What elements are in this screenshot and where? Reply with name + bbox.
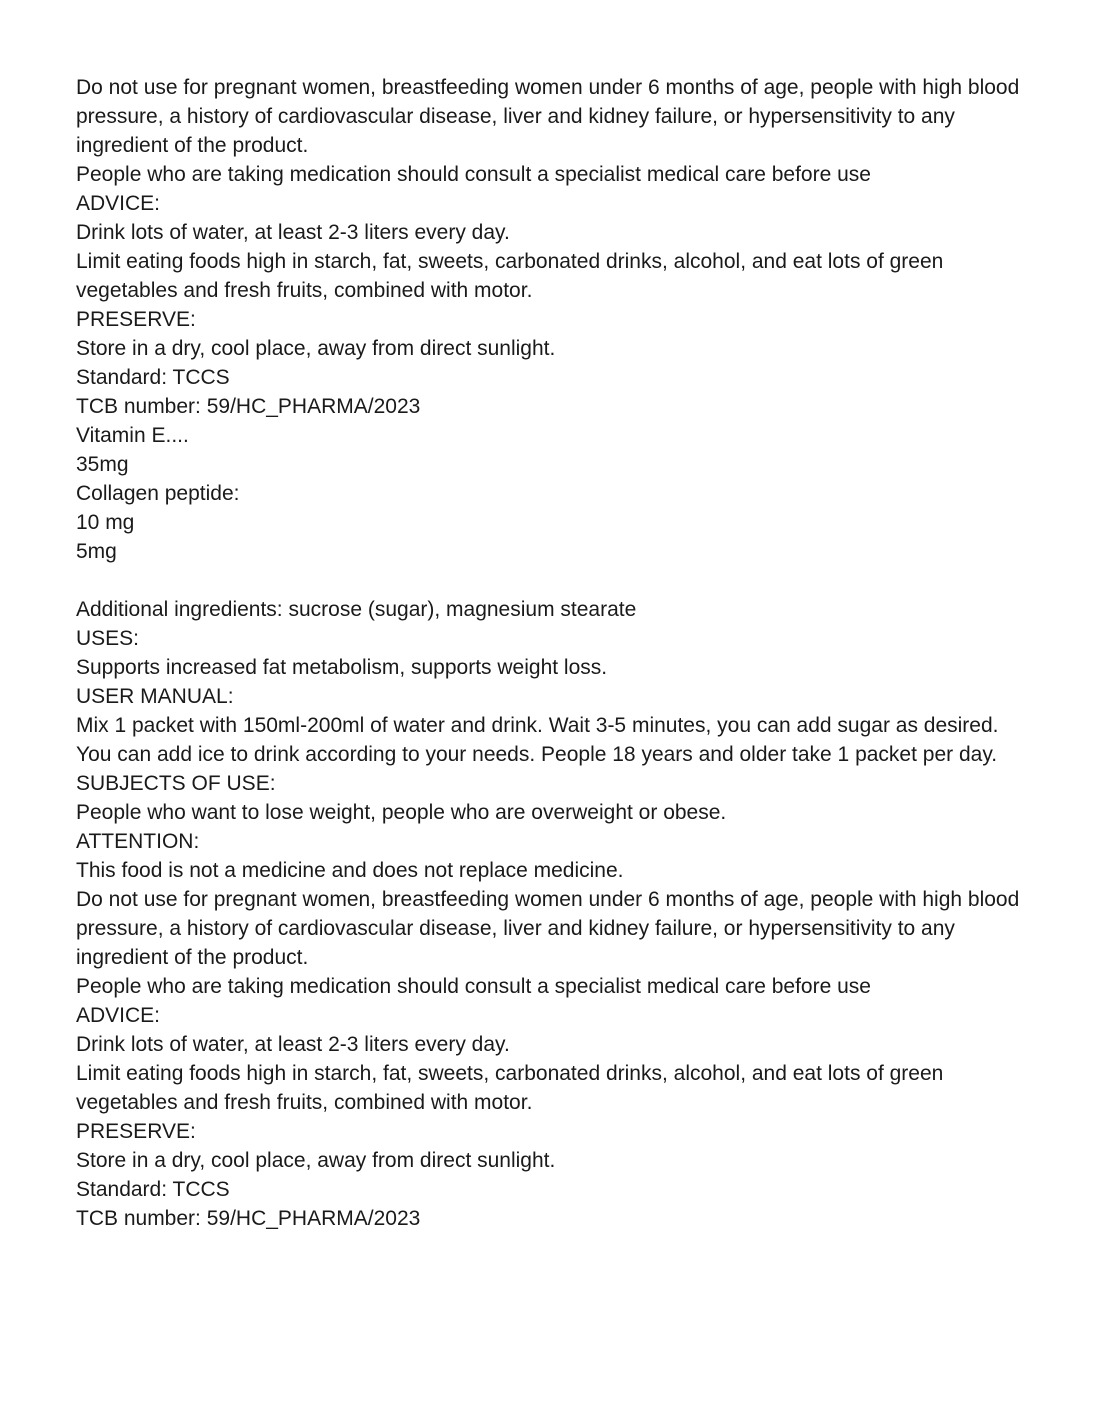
preserve-text: Store in a dry, cool place, away from direct sunlight. (76, 337, 556, 360)
consult-line: People who are taking medication should consult a specialist medical care before use (76, 975, 871, 998)
preserve-text: Store in a dry, cool place, away from direct sunlight. (76, 1149, 556, 1172)
preserve-heading: PRESERVE: (76, 308, 196, 331)
uses-text: Supports increased fat metabolism, supports weight loss. (76, 656, 608, 679)
advice-diet: Limit eating foods high in starch, fat, sweets, carbonated drinks, alcohol, and eat lots of green vegetables and fresh fruits, combined with motor. (76, 250, 944, 302)
advice-heading: ADVICE: (76, 192, 161, 215)
subjects-text: People who want to lose weight, people who are overweight or obese. (76, 801, 727, 824)
preserve-heading: PRESERVE: (76, 1120, 196, 1143)
warning-paragraph: Do not use for pregnant women, breastfeeding women under 6 months of age, people with high blood pressure, a history of cardiovascular disease, liver and kidney failure, or hypersensitivity to any ingredient of the product. (76, 76, 1020, 157)
standard-line: Standard: TCCS (76, 1178, 230, 1201)
advice-water: Drink lots of water, at least 2-3 liters every day. (76, 221, 510, 244)
ingredient-vitamin-e: Vitamin E.... (76, 424, 189, 447)
attention-text: This food is not a medicine and does not replace medicine. (76, 859, 624, 882)
uses-heading: USES: (76, 627, 140, 650)
consult-line: People who are taking medication should consult a specialist medical care before use (76, 163, 871, 186)
warning-paragraph: Do not use for pregnant women, breastfeeding women under 6 months of age, people with high blood pressure, a history of cardiovascular disease, liver and kidney failure, or hypersensitivity to any ingredient of the product. (76, 888, 1020, 969)
document-body (76, 73, 1036, 1233)
user-manual-text: Mix 1 packet with 150ml-200ml of water and drink. Wait 3-5 minutes, you can add sugar as desired. You can add ice to drink according to your needs. People 18 years and older take 1 packet per day. (76, 714, 999, 766)
ingredient-amount: 35mg (76, 453, 129, 476)
subjects-heading: SUBJECTS OF USE: (76, 772, 276, 795)
attention-heading: ATTENTION: (76, 830, 200, 853)
tcb-number-line: TCB number: 59/HC_PHARMA/2023 (76, 1207, 421, 1230)
additional-ingredients: Additional ingredients: sucrose (sugar), magnesium stearate (76, 598, 637, 621)
advice-diet: Limit eating foods high in starch, fat, sweets, carbonated drinks, alcohol, and eat lots of green vegetables and fresh fruits, combined with motor. (76, 1062, 944, 1114)
user-manual-heading: USER MANUAL: (76, 685, 234, 708)
advice-water: Drink lots of water, at least 2-3 liters every day. (76, 1033, 510, 1056)
ingredient-amount: 10 mg (76, 511, 135, 534)
advice-heading: ADVICE: (76, 1004, 161, 1027)
ingredient-amount: 5mg (76, 540, 117, 563)
tcb-number-line: TCB number: 59/HC_PHARMA/2023 (76, 395, 421, 418)
standard-line: Standard: TCCS (76, 366, 230, 389)
blank-line (76, 566, 1036, 595)
ingredient-collagen: Collagen peptide: (76, 482, 240, 505)
